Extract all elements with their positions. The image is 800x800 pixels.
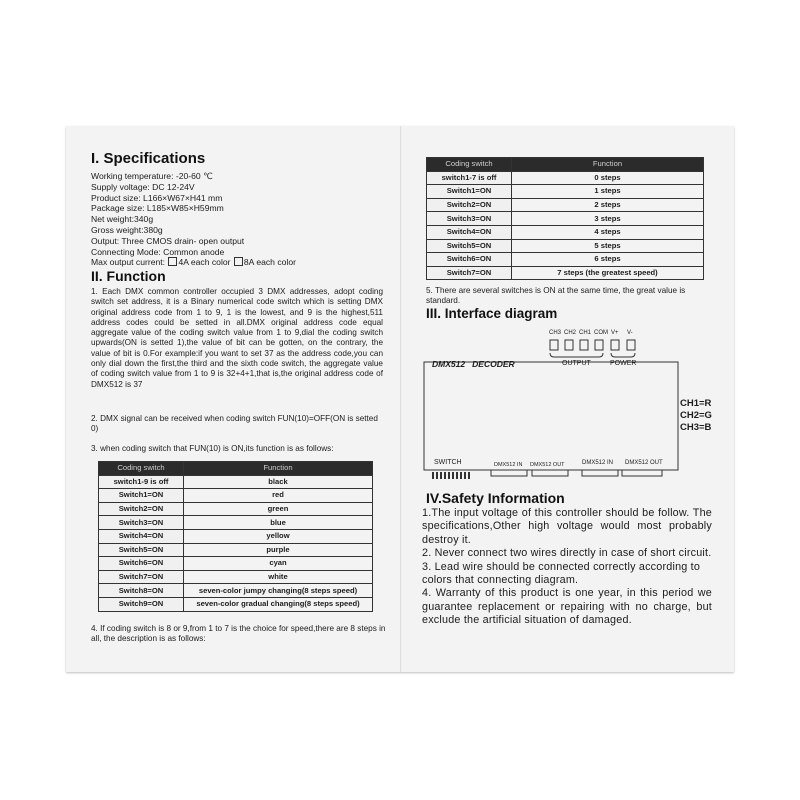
terminal-label: CH2	[564, 330, 577, 336]
function-paragraph-3: 3. when coding switch that FUN(10) is ON,its function is as follows:	[91, 444, 334, 453]
table-row	[427, 198, 704, 212]
terminal-label: V+	[611, 330, 619, 336]
table-cell-key: Switch6=ON	[427, 253, 512, 267]
table-row	[427, 185, 704, 199]
spec-list	[91, 171, 296, 268]
spec-line: Working temperature: -20-60 ℃	[91, 171, 213, 181]
table-row	[99, 584, 373, 598]
table-cell-value: 1 steps	[512, 185, 704, 199]
table-cell-value: 0 steps	[512, 171, 704, 185]
table-row	[99, 516, 373, 530]
table-row	[99, 570, 373, 584]
spec-line: Gross weight:380g	[91, 224, 163, 235]
table-cell-value: seven-color jumpy changing(8 steps speed)	[184, 584, 373, 598]
table-cell-key: Switch2=ON	[99, 502, 184, 516]
table-cell-value: white	[184, 570, 373, 584]
table-cell-value: green	[184, 502, 373, 516]
table-header-value: Function	[184, 462, 373, 476]
table-cell-key: Switch3=ON	[427, 212, 512, 226]
table-header-key: Coding switch	[427, 158, 512, 172]
table-cell-key: Switch4=ON	[99, 529, 184, 543]
safety-item: 2. Never connect two wires directly in case of short circuit.	[422, 547, 712, 560]
safety-item: 3. Lead wire should be connected correctly according to colors that connecting diagram.	[422, 560, 701, 587]
table-cell-key: Switch6=ON	[99, 557, 184, 571]
interface-diagram	[422, 326, 732, 491]
table-cell-key: Switch1=ON	[99, 489, 184, 503]
safety-item: 1.The input voltage of this controller should be follow. The specifications,Other high voltage would most probably destroy it.	[422, 507, 712, 546]
channel-label: CH2=G	[680, 410, 712, 421]
function-paragraph-2: 2. DMX signal can be received when coding switch FUN(10)=OFF(ON is setted 0)	[91, 414, 378, 434]
channel-label: CH3=B	[680, 422, 712, 433]
function-paragraph-4: 4. If coding switch is 8 or 9,from 1 to 7 is the choice for speed,there are 8 steps in all, the description is as follows:	[91, 624, 386, 644]
safety-item: 4. Warranty of this product is one year, in this period we guarantee replacement or repairing with no charge, but exclude the artificial situation of damaged.	[422, 587, 712, 627]
connector-label: DMX512 IN	[582, 460, 614, 466]
table-cell-value: cyan	[184, 557, 373, 571]
checkbox-icon	[168, 257, 177, 266]
table-cell-value: red	[184, 489, 373, 503]
table-cell-key: Switch8=ON	[99, 584, 184, 598]
table-row	[427, 253, 704, 267]
max-output-line	[91, 257, 296, 268]
max-output-option: 4A each color	[178, 257, 231, 268]
table-cell-key: Switch7=ON	[427, 266, 512, 280]
spec-line: Package size: L185×W85×H59mm	[91, 203, 224, 214]
spec-line: Output: Three CMOS drain- open output	[91, 235, 245, 246]
table-row	[427, 266, 704, 280]
terminal-label: V-	[627, 330, 633, 336]
table-header-row	[427, 158, 704, 172]
spec-line: Net weight:340g	[91, 214, 154, 225]
table-cell-key: switch1-9 is off	[99, 475, 184, 489]
table-cell-key: Switch4=ON	[427, 225, 512, 239]
table-cell-value: 3 steps	[512, 212, 704, 226]
table-cell-value: 6 steps	[512, 253, 704, 267]
function-paragraph-1: 1. Each DMX common controller occupied 3 DMX addresses, adopt coding switch set address, it is a Binary numerical code switch which is setting DMX original address code from 1 to 9, 1 is the lowest, and 9 is the highest,511 address codes could be setted in all.DMX original address code equal aggregate value of the coding switch value from 1 to 9,dial the coding switch upwards(ON is setted 1),the value of bit can be gotten, on the contrary, the value of bit is 0.For example:if you want to set 37 as the address code,you can only dial down the first,the third and the sixth code switch, the aggregate value of coding switch value from 1 to 9 is 32+4+1,that is,the original address code of DMX512 is 37	[91, 287, 383, 389]
connector-label: DMX512 OUT	[530, 462, 565, 468]
safety-list	[422, 507, 712, 628]
speed-table	[426, 157, 704, 280]
table-header-value: Function	[512, 158, 704, 172]
table-cell-value: purple	[184, 543, 373, 557]
table-cell-key: Switch7=ON	[99, 570, 184, 584]
table-header-row	[99, 462, 373, 476]
table-cell-key: Switch1=ON	[427, 185, 512, 199]
spec-title: I. Specifications	[91, 150, 206, 167]
table-cell-value: blue	[184, 516, 373, 530]
connector-label: DMX512 IN	[494, 462, 523, 468]
function-table	[98, 461, 373, 612]
power-label: POWER	[610, 360, 637, 367]
table-cell-value: yellow	[184, 529, 373, 543]
spec-line: Connecting Mode: Common anode	[91, 246, 225, 257]
table-cell-value: black	[184, 475, 373, 489]
table-cell-key: switch1-7 is off	[427, 171, 512, 185]
table-row	[427, 171, 704, 185]
table-cell-key: Switch3=ON	[99, 516, 184, 530]
page-fold	[400, 126, 402, 672]
interface-title: III. Interface diagram	[426, 306, 558, 321]
table-cell-key: Switch2=ON	[427, 198, 512, 212]
table-cell-value: 4 steps	[512, 225, 704, 239]
terminal-label: COM	[594, 330, 608, 336]
channel-label: CH1=R	[680, 398, 712, 409]
function-title: II. Function	[91, 268, 166, 284]
function-paragraph-5: 5. There are several switches is ON at the same time, the great value is standard.	[426, 286, 686, 306]
safety-title: IV.Safety Information	[426, 490, 565, 506]
table-cell-value: 5 steps	[512, 239, 704, 253]
table-row	[99, 597, 373, 611]
switch-label: SWITCH	[434, 459, 462, 466]
table-cell-value: 7 steps (the greatest speed)	[512, 266, 704, 280]
table-cell-key: Switch9=ON	[99, 597, 184, 611]
table-row	[99, 543, 373, 557]
table-cell-value: seven-color gradual changing(8 steps speed)	[184, 597, 373, 611]
terminal-label: CH3	[549, 330, 562, 336]
table-row	[427, 212, 704, 226]
table-cell-key: Switch5=ON	[99, 543, 184, 557]
max-output-label: Max output current:	[91, 257, 166, 268]
table-header-key: Coding switch	[99, 462, 184, 476]
connector-label: DMX512 OUT	[625, 460, 663, 466]
table-row	[99, 529, 373, 543]
terminal-label: CH1	[579, 330, 592, 336]
table-cell-value: 2 steps	[512, 198, 704, 212]
spec-line: Supply voltage: DC 12-24V	[91, 181, 195, 192]
table-cell-key: Switch5=ON	[427, 239, 512, 253]
table-row	[99, 557, 373, 571]
table-row	[99, 502, 373, 516]
table-row	[99, 475, 373, 489]
device-label: DMX512 DECODER	[432, 359, 515, 369]
spec-line: Product size: L166×W67×H41 mm	[91, 192, 223, 203]
table-row	[99, 489, 373, 503]
checkbox-icon	[234, 257, 243, 266]
max-output-option: 8A each color	[243, 257, 296, 268]
table-row	[427, 225, 704, 239]
output-label: OUTPUT	[562, 360, 591, 367]
table-row	[427, 239, 704, 253]
